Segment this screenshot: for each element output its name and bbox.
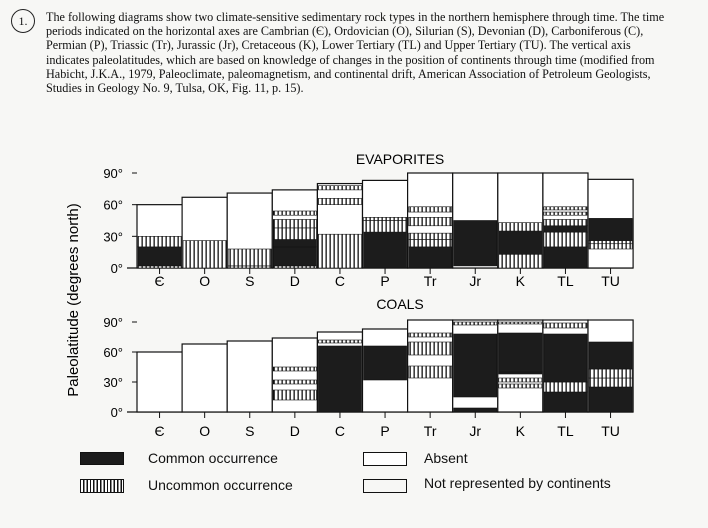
coals-occurrence-band-common xyxy=(499,333,542,372)
coals-x-tick-label: S xyxy=(245,423,255,439)
coals-continent-column xyxy=(227,341,272,412)
coals-occurrence-band-uncommon xyxy=(409,342,452,355)
coals-x-tick-label: TL xyxy=(557,423,574,439)
legend-swatch-not-represented xyxy=(363,479,407,493)
coals-occurrence-band-uncommon xyxy=(409,333,452,337)
evaporites-occurrence-band-uncommon xyxy=(318,186,361,190)
evaporites-occurrence-band-common xyxy=(499,231,542,254)
evaporites-occurrence-band-uncommon xyxy=(499,223,542,231)
coals-x-tick-label: TU xyxy=(601,423,620,439)
coals-occurrence-band-uncommon xyxy=(454,322,497,325)
coals-title: COALS xyxy=(376,296,424,312)
legend-label-not-represented: Not represented by continents xyxy=(424,475,611,491)
evaporites-occurrence-band-uncommon xyxy=(273,219,316,227)
legend-label-common: Common occurrence xyxy=(148,450,278,466)
evaporites-occurrence-band-common xyxy=(589,218,632,240)
evaporites-y-tick-label: 90° xyxy=(103,166,123,181)
legend-label-uncommon: Uncommon occurrence xyxy=(148,477,293,493)
evaporites-occurrence-band-uncommon xyxy=(409,240,452,247)
evaporites-y-tick-label: 60° xyxy=(103,197,123,213)
evaporites-occurrence-band-common xyxy=(138,247,181,266)
coals-continent-column xyxy=(272,338,317,412)
coals-occurrence-band-uncommon xyxy=(589,369,632,378)
evaporites-x-tick-label: P xyxy=(380,273,390,289)
evaporites-x-tick-label: O xyxy=(199,273,211,289)
coals-x-tick-label: Tr xyxy=(423,423,437,439)
evaporites-occurrence-band-uncommon xyxy=(409,233,452,239)
evaporites-title: EVAPORITES xyxy=(355,151,445,167)
evaporites-occurrence-band-uncommon xyxy=(318,198,361,204)
coals-y-tick-label: 0° xyxy=(110,405,123,420)
coals-occurrence-band-common xyxy=(454,334,497,397)
coals-occurrence-band-uncommon xyxy=(273,367,316,371)
evaporites-occurrence-band-uncommon xyxy=(544,212,587,215)
evaporites-occurrence-band-uncommon xyxy=(364,217,407,220)
legend-swatch-uncommon xyxy=(80,479,124,493)
question-text: The following diagrams show two climate-sensitive sedimentary rock types in the northern hemisphere through time. The time periods indicated on the horizontal axes are Cambrian (Є), Ordovician (O), Silurian (S), Devonian (D), Carboniferous (C), Permian (P), Triassic (Tr), Jurassic (Jr), Cretaceous (K), Lower Tertiary (TL) and Upper Tertiary (TU). The vertical axis indicates paleolatitudes, which are based on knowledge of changes in the position of continents through time (modified from Habicht, J.K.A., 1979, Paleoclimate, paleomagnetism, and continental drift, American Association of Petroleum Geologists, Studies in Geology No. 9, Tulsa, OK, Fig. 11, p. 15). xyxy=(46,10,665,96)
evaporites-x-tick-label: S xyxy=(245,273,255,289)
evaporites-y-tick-label: 0° xyxy=(110,261,123,276)
coals-x-tick-label: Jr xyxy=(469,423,482,439)
legend-label-absent: Absent xyxy=(424,450,468,466)
coals-occurrence-band-uncommon xyxy=(544,323,587,328)
coals-x-tick-label: D xyxy=(289,423,300,439)
evaporites-occurrence-band-uncommon xyxy=(409,207,452,212)
evaporites-x-tick-label: Є xyxy=(154,273,165,289)
coals-occurrence-band-uncommon xyxy=(273,390,316,400)
evaporites-occurrence-band-uncommon xyxy=(228,249,271,266)
coals-y-tick-label: 90° xyxy=(103,315,123,330)
question-number: 1. xyxy=(11,9,35,33)
evaporites-x-tick-label: Jr xyxy=(469,273,482,289)
coals-occurrence-band-uncommon xyxy=(318,340,361,343)
coals-occurrence-band-common xyxy=(544,392,587,412)
evaporites-occurrence-band-uncommon xyxy=(589,241,632,244)
evaporites-occurrence-band-uncommon xyxy=(183,241,226,268)
coals-occurrence-band-uncommon xyxy=(499,378,542,382)
evaporites-occurrence-band-uncommon xyxy=(228,266,271,268)
coals-occurrence-band-common xyxy=(589,387,632,412)
coals-continent-column xyxy=(137,352,182,412)
evaporites-occurrence-band-uncommon xyxy=(138,266,181,268)
coals-occurrence-band-uncommon xyxy=(499,384,542,388)
evaporites-occurrence-band-common xyxy=(364,232,407,268)
evaporites-x-tick-label: TL xyxy=(557,273,574,289)
evaporites-occurrence-band-uncommon xyxy=(544,207,587,210)
evaporites-occurrence-band-common xyxy=(544,226,587,232)
evaporites-occurrence-band-common xyxy=(454,221,497,266)
coals-chart xyxy=(103,296,633,439)
evaporites-x-tick-label: C xyxy=(334,273,346,289)
coals-occurrence-band-common xyxy=(454,408,497,412)
evaporites-occurrence-band-uncommon xyxy=(409,217,452,225)
coals-x-tick-label: K xyxy=(515,423,526,439)
evaporites-occurrence-band-common xyxy=(273,240,316,247)
evaporites-occurrence-band-uncommon xyxy=(544,232,587,247)
evaporites-x-tick-label: TU xyxy=(601,273,620,289)
evaporites-x-tick-label: K xyxy=(515,273,526,289)
y-axis-label: Paleolatitude (degrees north) xyxy=(65,203,82,397)
evaporites-occurrence-band-uncommon xyxy=(364,221,407,233)
legend-swatch-absent xyxy=(363,452,407,466)
evaporites-occurrence-band-common xyxy=(544,247,587,268)
evaporites-x-tick-label: D xyxy=(289,273,300,289)
evaporites-occurrence-band-uncommon xyxy=(273,228,316,240)
coals-x-tick-label: C xyxy=(334,423,346,439)
coals-occurrence-band-common xyxy=(544,334,587,382)
coals-occurrence-band-uncommon xyxy=(273,380,316,384)
evaporites-occurrence-band-uncommon xyxy=(273,266,316,268)
coals-occurrence-band-uncommon xyxy=(544,382,587,392)
coals-occurrence-band-common xyxy=(318,346,361,412)
evaporites-y-tick-label: 30° xyxy=(103,229,123,245)
evaporites-occurrence-band-uncommon xyxy=(499,254,542,268)
coals-x-tick-label: Є xyxy=(154,423,165,439)
coals-continent-column xyxy=(182,344,227,412)
evaporites-occurrence-band-uncommon xyxy=(544,219,587,225)
evaporites-occurrence-band-uncommon xyxy=(589,244,632,249)
coals-occurrence-band-uncommon xyxy=(499,322,542,324)
coals-y-tick-label: 30° xyxy=(103,375,123,390)
coals-occurrence-band-uncommon xyxy=(589,378,632,387)
coals-y-tick-label: 60° xyxy=(103,345,123,360)
evaporites-x-tick-label: Tr xyxy=(423,273,437,289)
coals-x-tick-label: P xyxy=(380,423,390,439)
evaporites-occurrence-band-uncommon xyxy=(138,236,181,247)
evaporites-chart xyxy=(103,151,633,289)
legend-swatch-common xyxy=(80,452,124,465)
coals-occurrence-band-uncommon xyxy=(409,366,452,378)
evaporites-occurrence-band-common xyxy=(409,247,452,268)
coals-occurrence-band-common xyxy=(589,342,632,369)
coals-occurrence-band-common xyxy=(364,346,407,380)
coals-x-tick-label: O xyxy=(199,423,211,439)
evaporites-occurrence-band-common xyxy=(273,247,316,266)
evaporites-occurrence-band-uncommon xyxy=(273,211,316,215)
evaporites-occurrence-band-uncommon xyxy=(318,234,361,268)
